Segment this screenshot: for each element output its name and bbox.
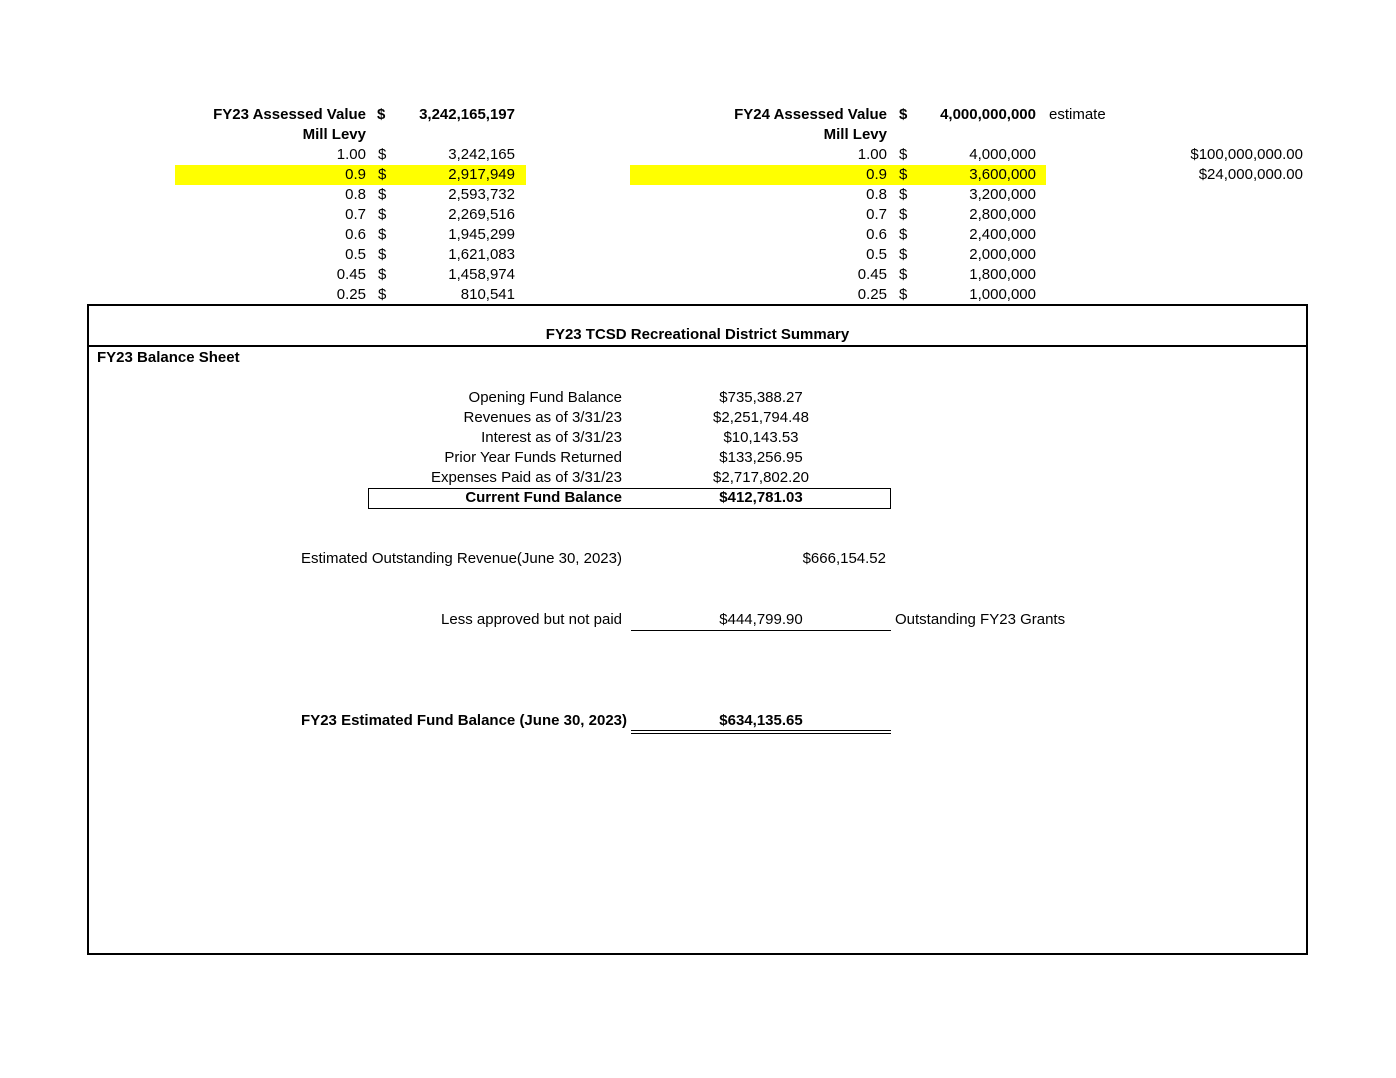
- levy-rate: 0.9: [866, 166, 887, 183]
- levy-currency: $: [378, 266, 387, 283]
- levy-rate: 1.00: [336, 146, 366, 163]
- levy-currency: $: [378, 206, 387, 223]
- levy-rate: 0.8: [345, 186, 366, 203]
- levy-rate: 0.25: [336, 286, 366, 303]
- outstanding-revenue-label: Estimated Outstanding Revenue(June 30, 2023): [300, 550, 622, 567]
- balance-line-label: Prior Year Funds Returned: [444, 449, 622, 466]
- levy-rate: 0.7: [345, 206, 366, 223]
- levy-currency: $: [378, 246, 387, 263]
- fy24-assessed-title: FY24 Assessed Value: [734, 106, 887, 123]
- levy-rate: 0.9: [345, 166, 366, 183]
- levy-amount: 3,600,000: [969, 166, 1036, 183]
- approved-not-paid-underline: [631, 630, 891, 631]
- balance-sheet-label: FY23 Balance Sheet: [97, 349, 240, 366]
- approved-not-paid-value: $444,799.90: [719, 611, 803, 628]
- levy-amount: 2,800,000: [969, 206, 1036, 223]
- levy-rate: 0.6: [345, 226, 366, 243]
- balance-line-label: Revenues as of 3/31/23: [463, 409, 622, 426]
- fy23-mill-levy-label: Mill Levy: [302, 126, 366, 143]
- levy-currency: $: [899, 146, 908, 163]
- levy-amount: 1,621,083: [448, 246, 515, 263]
- levy-currency: $: [899, 206, 908, 223]
- levy-rate: 1.00: [857, 146, 887, 163]
- levy-currency: $: [899, 226, 908, 243]
- side-value: $100,000,000.00: [1190, 146, 1303, 163]
- current-balance-value: $412,781.03: [719, 489, 803, 506]
- levy-currency: $: [899, 186, 908, 203]
- fy24-estimate-note: estimate: [1049, 106, 1106, 123]
- levy-amount: 810,541: [460, 286, 515, 303]
- levy-currency: $: [378, 226, 387, 243]
- levy-rate: 0.45: [336, 266, 366, 283]
- levy-rate: 0.6: [866, 226, 887, 243]
- balance-line-label: Expenses Paid as of 3/31/23: [431, 469, 622, 486]
- levy-rate: 0.25: [857, 286, 887, 303]
- levy-amount: 3,200,000: [969, 186, 1036, 203]
- levy-amount: 2,593,732: [448, 186, 515, 203]
- levy-amount: 1,458,974: [448, 266, 515, 283]
- outstanding-revenue-value: $666,154.52: [802, 550, 886, 567]
- approved-not-paid-note: Outstanding FY23 Grants: [895, 611, 1066, 628]
- levy-amount: 1,800,000: [969, 266, 1036, 283]
- levy-rate: 0.45: [857, 266, 887, 283]
- levy-currency: $: [899, 266, 908, 283]
- summary-title: FY23 TCSD Recreational District Summary: [545, 326, 850, 343]
- fy23-assessed-title: FY23 Assessed Value: [213, 106, 366, 123]
- levy-rate: 0.5: [345, 246, 366, 263]
- fy23-assessed-currency: $: [377, 106, 386, 123]
- levy-currency: $: [378, 166, 387, 183]
- levy-currency: $: [378, 286, 387, 303]
- balance-line-label: Interest as of 3/31/23: [481, 429, 622, 446]
- fy24-mill-levy-label: Mill Levy: [823, 126, 887, 143]
- balance-line-label: Opening Fund Balance: [468, 389, 622, 406]
- balance-line-value: $10,143.53: [723, 429, 799, 446]
- balance-line-value: $735,388.27: [719, 389, 803, 406]
- levy-amount: 1,945,299: [448, 226, 515, 243]
- levy-rate: 0.7: [866, 206, 887, 223]
- estimated-balance-double-underline: [631, 730, 891, 734]
- balance-line-value: $2,251,794.48: [713, 409, 809, 426]
- balance-line-value: $133,256.95: [719, 449, 803, 466]
- summary-title-divider: [87, 345, 1308, 347]
- estimated-balance-value: $634,135.65: [719, 712, 803, 729]
- levy-currency: $: [899, 286, 908, 303]
- side-value: $24,000,000.00: [1198, 166, 1303, 183]
- levy-currency: $: [899, 246, 908, 263]
- levy-amount: 4,000,000: [969, 146, 1036, 163]
- levy-rate: 0.8: [866, 186, 887, 203]
- levy-amount: 2,917,949: [448, 166, 515, 183]
- levy-currency: $: [899, 166, 908, 183]
- estimated-balance-label: FY23 Estimated Fund Balance (June 30, 2023): [301, 712, 627, 729]
- levy-amount: 2,400,000: [969, 226, 1036, 243]
- balance-line-value: $2,717,802.20: [713, 469, 809, 486]
- levy-currency: $: [378, 146, 387, 163]
- fy24-assessed-currency: $: [899, 106, 908, 123]
- levy-amount: 2,000,000: [969, 246, 1036, 263]
- approved-not-paid-label: Less approved but not paid: [441, 611, 622, 628]
- fy24-assessed-value: 4,000,000,000: [940, 106, 1036, 123]
- levy-rate: 0.5: [866, 246, 887, 263]
- levy-amount: 1,000,000: [969, 286, 1036, 303]
- levy-currency: $: [378, 186, 387, 203]
- levy-amount: 2,269,516: [448, 206, 515, 223]
- fy23-assessed-value: 3,242,165,197: [419, 106, 515, 123]
- current-balance-label: Current Fund Balance: [465, 489, 622, 506]
- levy-amount: 3,242,165: [448, 146, 515, 163]
